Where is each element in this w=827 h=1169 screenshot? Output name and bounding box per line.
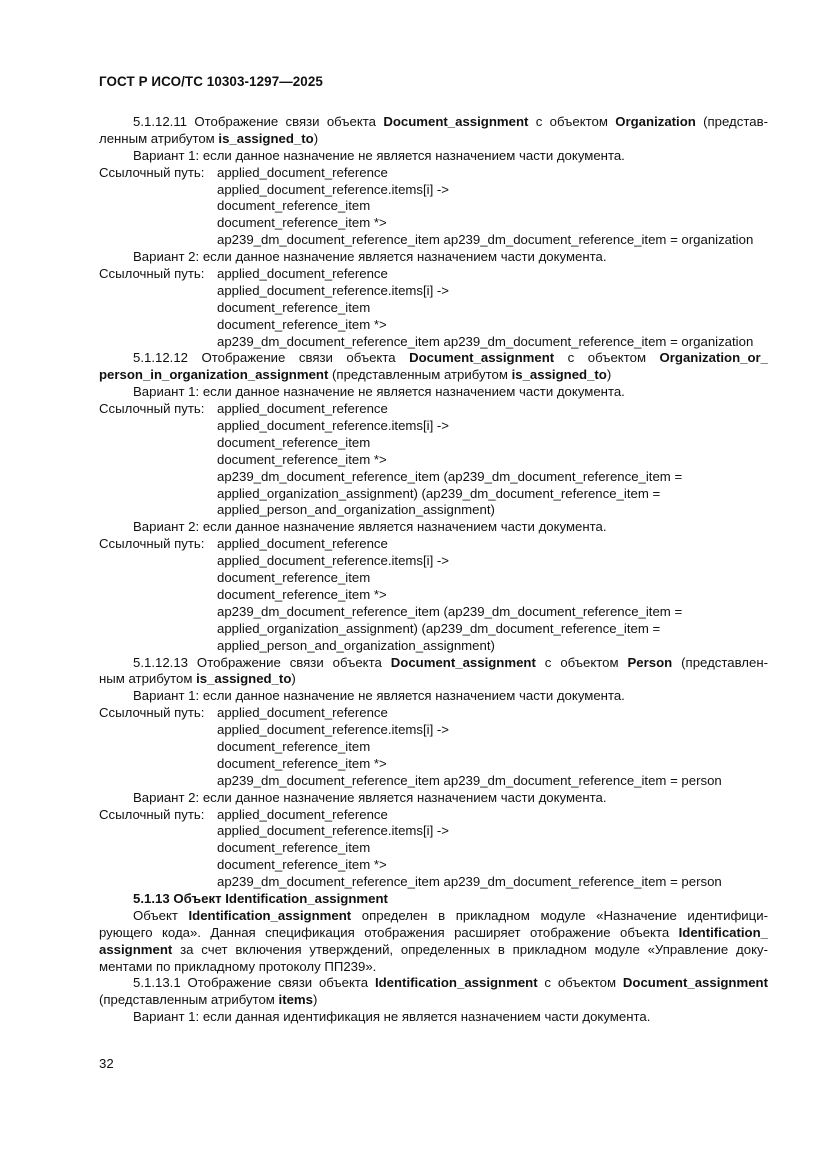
- reference-path-line: applied_person_and_organization_assignment): [217, 502, 495, 518]
- reference-path-line: ap239_dm_document_reference_item (ap239_dm_document_reference_item =: [217, 603, 683, 619]
- reference-path-line: document_reference_item *>: [217, 755, 387, 771]
- reference-path-line: applied_document_reference.items[i] ->: [217, 553, 450, 569]
- reference-path-line: applied_document_reference: [217, 164, 388, 180]
- page-number: 32: [99, 1056, 114, 1071]
- reference-path-block: [99, 165, 768, 182]
- reference-path-label: Ссылочный путь:: [99, 705, 205, 721]
- document-header: ГОСТ Р ИСО/ТС 10303-1297—2025: [99, 74, 323, 89]
- reference-path-line: applied_document_reference: [217, 536, 388, 552]
- reference-path-line: applied_document_reference.items[i] ->: [217, 722, 450, 738]
- section-5-1-12-11-title: 5.1.12.11 Отображение связи объекта Document_assignment с объектом Organization (представ-: [133, 114, 768, 129]
- reference-path-line: document_reference_item *>: [217, 215, 387, 231]
- reference-path-line: applied_document_reference: [217, 266, 388, 282]
- reference-path-label: Ссылочный путь:: [99, 806, 205, 822]
- section-5-1-12-13-title: 5.1.12.13 Отображение связи объекта Document_assignment с объектом Person (представлен-: [133, 654, 768, 670]
- reference-path-line: applied_document_reference.items[i] ->: [217, 181, 450, 197]
- reference-path-line: document_reference_item: [217, 738, 371, 754]
- variant-1-text: Вариант 1: если данное назначение не является назначением части документа.: [133, 384, 625, 400]
- reference-path-label: Ссылочный путь:: [99, 266, 205, 282]
- reference-path-line: document_reference_item *>: [217, 586, 387, 602]
- reference-path-line: document_reference_item *>: [217, 316, 387, 332]
- reference-path-line: document_reference_item *>: [217, 857, 387, 873]
- reference-path-line: applied_document_reference: [217, 705, 388, 721]
- section-5-1-12-12-title-cont: person_in_organization_assignment (представленным атрибутом is_assigned_to): [99, 367, 612, 383]
- section-5-1-13-heading: 5.1.13 Объект Identification_assignment: [133, 890, 388, 906]
- variant-2-text: Вариант 2: если данное назначение является назначением части документа.: [133, 789, 607, 805]
- reference-path-line: document_reference_item: [217, 570, 371, 586]
- reference-path-line: ap239_dm_document_reference_item ap239_dm_document_reference_item = person: [217, 874, 722, 890]
- reference-path-line: ap239_dm_document_reference_item ap239_dm_document_reference_item = organization: [217, 333, 754, 349]
- reference-path-label: Ссылочный путь:: [99, 401, 205, 417]
- variant-1-text: Вариант 1: если данная идентификация не является назначением части документа.: [133, 1009, 651, 1025]
- reference-path-block: [99, 266, 768, 283]
- reference-path-line: applied_person_and_organization_assignment): [217, 637, 495, 653]
- section-5-1-13-1-title: 5.1.13.1 Отображение связи объекта Identification_assignment с объектом Document_assignment: [133, 975, 768, 991]
- reference-path-line: document_reference_item: [217, 198, 371, 214]
- variant-2-text: Вариант 2: если данное назначение является назначением части документа.: [133, 249, 607, 265]
- reference-path-line: applied_document_reference.items[i] ->: [217, 282, 450, 298]
- reference-path-block: [99, 807, 768, 824]
- reference-path-line: applied_document_reference: [217, 401, 388, 417]
- reference-path-block: [99, 536, 768, 553]
- section-5-1-12-12-title: 5.1.12.12 Отображение связи объекта Document_assignment с объектом Organization_or_: [133, 350, 768, 366]
- paragraph-line: рующего кода». Данная спецификация отображения расширяет отображение объекта Identification_: [99, 924, 768, 940]
- reference-path-line: document_reference_item: [217, 299, 371, 315]
- reference-path-line: applied_document_reference: [217, 806, 388, 822]
- reference-path-block: [99, 705, 768, 722]
- reference-path-line: applied_document_reference.items[i] ->: [217, 418, 450, 434]
- page-content: [99, 114, 768, 1026]
- reference-path-line: ap239_dm_document_reference_item ap239_dm_document_reference_item = organization: [217, 232, 754, 248]
- paragraph-line: assignment за счет включения утверждений, определенных в прикладном модуле «Управление доку-: [99, 941, 768, 957]
- reference-path-line: applied_document_reference.items[i] ->: [217, 823, 450, 839]
- paragraph-line: Объект Identification_assignment определен в прикладном модуле «Назначение идентифици-: [133, 907, 768, 923]
- reference-path-line: ap239_dm_document_reference_item ap239_dm_document_reference_item = person: [217, 772, 722, 788]
- section-5-1-13-1-title-cont: (представленным атрибутом items): [99, 992, 318, 1008]
- reference-path-line: applied_organization_assignment) (ap239_dm_document_reference_item =: [217, 620, 661, 636]
- variant-2-text: Вариант 2: если данное назначение является назначением части документа.: [133, 519, 607, 535]
- paragraph-line: ментами по прикладному протоколу ПП239».: [99, 958, 377, 974]
- reference-path-block: [99, 401, 768, 418]
- variant-1-text: Вариант 1: если данное назначение не является назначением части документа.: [133, 147, 625, 163]
- section-5-1-12-11-title-cont: ленным атрибутом is_assigned_to): [99, 130, 319, 146]
- reference-path-line: document_reference_item: [217, 840, 371, 856]
- reference-path-line: applied_organization_assignment) (ap239_dm_document_reference_item =: [217, 485, 661, 501]
- reference-path-line: ap239_dm_document_reference_item (ap239_dm_document_reference_item =: [217, 468, 683, 484]
- section-5-1-12-13-title-cont: ным атрибутом is_assigned_to): [99, 671, 296, 687]
- reference-path-label: Ссылочный путь:: [99, 536, 205, 552]
- reference-path-line: document_reference_item *>: [217, 451, 387, 467]
- reference-path-label: Ссылочный путь:: [99, 164, 205, 180]
- reference-path-line: document_reference_item: [217, 434, 371, 450]
- variant-1-text: Вариант 1: если данное назначение не является назначением части документа.: [133, 688, 625, 704]
